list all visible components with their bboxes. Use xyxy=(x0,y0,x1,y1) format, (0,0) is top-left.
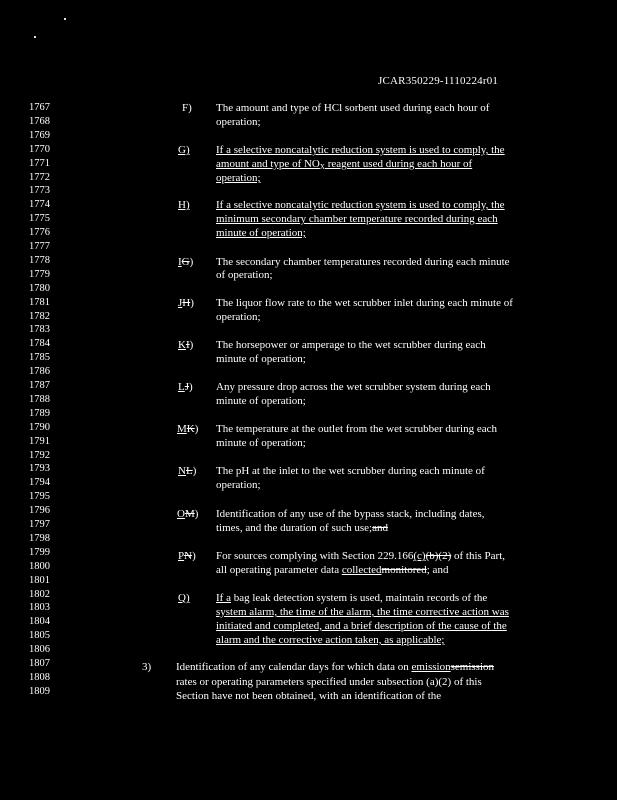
line-number: 1803 xyxy=(29,602,50,614)
item-h-text-2: minimum secondary chamber temperature recorded during each xyxy=(216,213,498,225)
line-number: 1777 xyxy=(29,241,50,252)
line-number: 1801 xyxy=(29,574,50,586)
line-number: 1787 xyxy=(29,380,50,391)
item-g-label: G) xyxy=(178,144,190,156)
line-number: 1779 xyxy=(29,268,50,280)
item-3-text-3: Section have not been obtained, with an identification of the xyxy=(176,690,442,702)
item-j-label: JH) xyxy=(178,297,194,309)
item-l-text-1: Any pressure drop across the wet scrubber system during each xyxy=(216,381,491,393)
item-g-text-1: If a selective noncatalytic reduction system is used to comply, the xyxy=(216,144,505,156)
item-k-text-2: minute of operation; xyxy=(216,353,306,365)
item-n-text-2: operation; xyxy=(216,479,261,491)
item-n-label: NL) xyxy=(178,465,197,477)
line-number: 1791 xyxy=(29,435,50,447)
item-o-text-2: times, and the duration of such use;and xyxy=(216,522,388,534)
line-number: 1767 xyxy=(29,102,50,113)
line-number: 1780 xyxy=(29,282,50,294)
scan-speck xyxy=(34,36,36,38)
line-number: 1776 xyxy=(29,227,50,239)
line-number: 1792 xyxy=(29,449,50,461)
scan-speck xyxy=(64,18,66,20)
item-p-text-2: all operating parameter data collectedmonitored; and xyxy=(216,564,449,576)
line-number: 1778 xyxy=(29,254,50,266)
line-number: 1807 xyxy=(29,658,50,669)
item-h-label: H) xyxy=(178,199,190,211)
line-number: 1789 xyxy=(29,407,50,419)
line-number: 1804 xyxy=(29,616,50,628)
item-g-text-2: amount and type of $NO_X$ reagent used during each hour of xyxy=(216,158,473,171)
line-number: 1805 xyxy=(29,630,50,642)
line-number: 1783 xyxy=(29,324,50,336)
item-p-label: PN) xyxy=(178,550,196,562)
item-m-text-2: minute of operation; xyxy=(216,437,306,449)
item-q-text-4: alarm and the corrective action taken, as applicable; xyxy=(216,634,445,646)
line-number: 1808 xyxy=(29,671,50,683)
item-f-text-2: operation; xyxy=(216,116,261,128)
line-number: 1799 xyxy=(29,546,50,558)
item-k-label: KI) xyxy=(178,339,194,351)
item-h-text-3: minute of operation; xyxy=(216,227,306,239)
line-number: 1806 xyxy=(29,644,50,656)
line-number: 1800 xyxy=(29,560,50,572)
line-number: 1790 xyxy=(29,421,50,433)
item-k-text-1: The horsepower or amperage to the wet scrubber during each xyxy=(216,339,486,351)
item-f-text-1: The amount and type of HCl sorbent used during each hour of xyxy=(216,102,490,114)
line-number: 1770 xyxy=(29,143,50,155)
line-number: 1785 xyxy=(29,352,50,364)
item-j-text-1: The liquor flow rate to the wet scrubber inlet during each minute of xyxy=(216,297,513,309)
item-g-text-3: operation; xyxy=(216,172,261,184)
item-i-text-2: of operation; xyxy=(216,269,273,281)
item-j-text-2: operation; xyxy=(216,311,261,323)
line-number: 1802 xyxy=(29,588,50,600)
item-3-text-2: rates or operating parameters specified under subsection (a)(2) of this xyxy=(176,676,482,688)
line-number: 1781 xyxy=(29,296,50,308)
item-i-label: IG) xyxy=(178,256,194,268)
line-number: 1775 xyxy=(29,213,50,225)
item-m-text-1: The temperature at the outlet from the wet scrubber during each xyxy=(216,423,497,435)
line-number: 1774 xyxy=(29,199,50,211)
line-number: 1769 xyxy=(29,129,50,141)
item-p-text-1: For sources complying with Section 229.166(c)(b)(2) of this Part, xyxy=(216,550,506,562)
item-l-text-2: minute of operation; xyxy=(216,395,306,407)
line-number: 1796 xyxy=(29,505,50,517)
line-number: 1793 xyxy=(29,463,50,475)
item-3-text-1: Identification of any calendar days for which data on emissionsemission xyxy=(176,661,495,673)
line-number: 1782 xyxy=(29,310,50,322)
document-header: JCAR350229-1110224r01 xyxy=(378,75,499,87)
item-o-label: OM) xyxy=(177,508,199,520)
line-number: 1795 xyxy=(29,491,50,503)
line-number: 1768 xyxy=(29,115,50,127)
item-h-text-1: If a selective noncatalytic reduction system is used to comply, the xyxy=(216,199,505,211)
line-number: 1788 xyxy=(29,393,50,405)
line-number: 1784 xyxy=(29,338,50,350)
item-q-text-3: initiated and completed, and a brief description of the cause of the xyxy=(216,620,507,632)
line-number: 1771 xyxy=(29,157,50,169)
line-number: 1809 xyxy=(29,685,50,697)
line-number: 1772 xyxy=(29,171,50,183)
item-3-label: 3) xyxy=(142,661,152,673)
item-l-label: LJ) xyxy=(178,381,193,393)
item-o-text-1: Identification of any use of the bypass stack, including dates, xyxy=(216,508,485,520)
item-q-label: Q) xyxy=(178,592,190,604)
line-number: 1786 xyxy=(29,366,50,378)
item-m-label: MK) xyxy=(177,423,199,435)
line-number: 1794 xyxy=(29,477,50,489)
item-q-text-1: If a bag leak detection system is used, maintain records of the xyxy=(216,592,488,604)
item-i-text-1: The secondary chamber temperatures recorded during each minute xyxy=(216,256,510,268)
item-f-label: F) xyxy=(182,102,192,114)
line-number: 1797 xyxy=(29,519,50,530)
line-number: 1773 xyxy=(29,185,50,197)
item-q-text-2: system alarm, the time of the alarm, the time corrective action was xyxy=(216,606,509,618)
line-number: 1798 xyxy=(29,532,50,544)
item-n-text-1: The pH at the inlet to the wet scrubber during each minute of xyxy=(216,465,485,477)
